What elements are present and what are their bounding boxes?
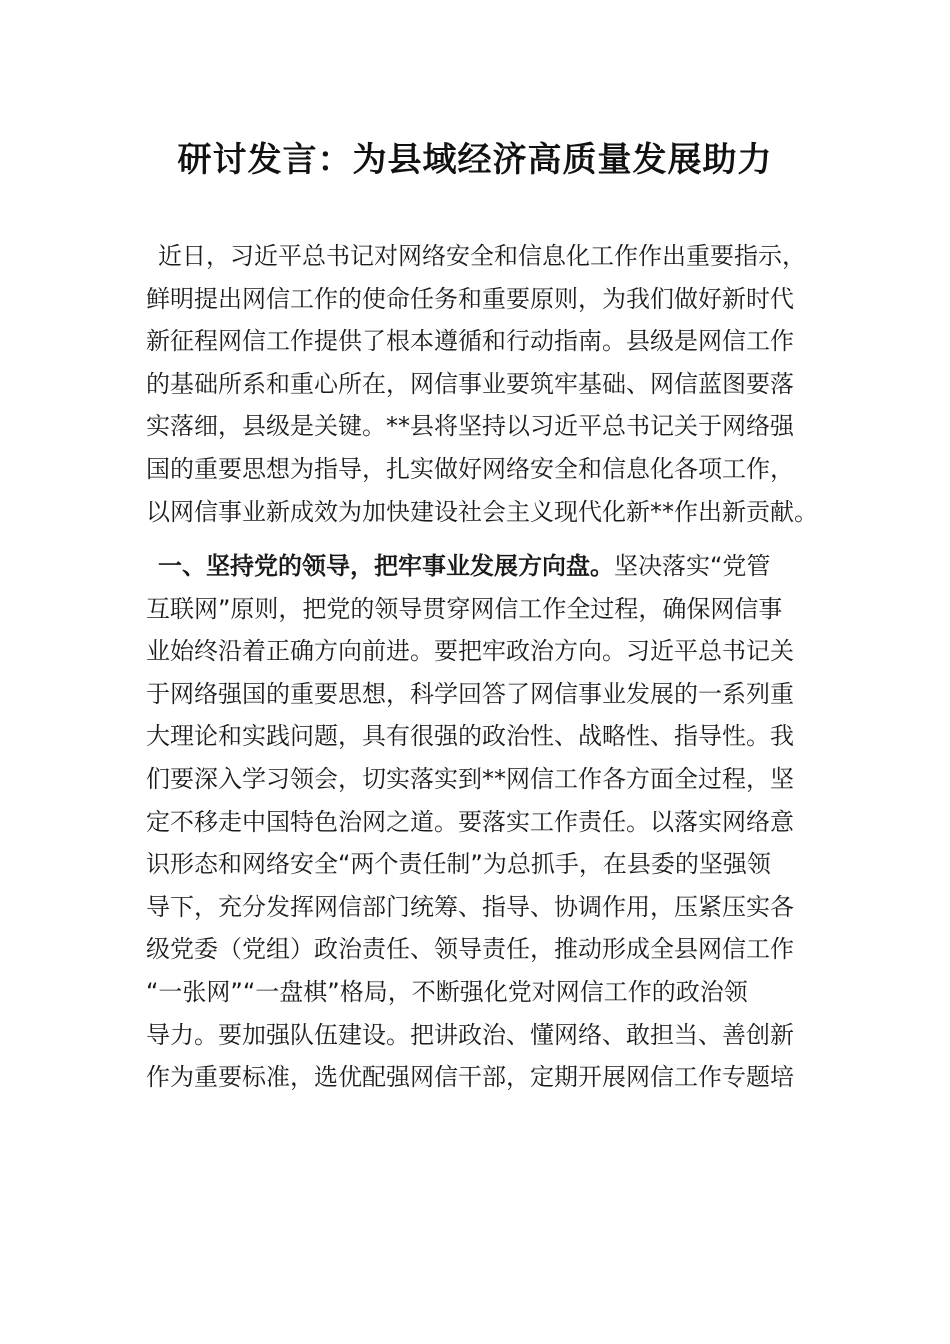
text-line: 定不移走中国特色治网之道。要落实工作责任。以落实网络意 [146,807,794,836]
text-line: 实落细，县级是关键。**县将坚持以习近平总书记关于网络强 [146,412,794,441]
text-line: 的基础所系和重心所在，网信事业要筑牢基础、网信蓝图要落 [146,369,794,398]
text-run: 坚决落实“党管 [614,552,771,580]
text-line: 业始终沿着正确方向前进。要把牢政治方向。习近平总书记关 [146,637,794,666]
text-line: 互联网”原则，把党的领导贯穿网信工作全过程，确保网信事 [146,594,783,623]
text-line-with-heading [146,545,846,588]
text-line: 近日，习近平总书记对网络安全和信息化工作作出重要指示， [158,242,806,270]
document-title: 研讨发言：为县域经济高质量发展助力 [177,140,773,180]
text-line: 导下，充分发挥网信部门统筹、指导、协调作用，压紧压实各 [146,892,794,921]
text-line: 国的重要思想为指导，扎实做好网络安全和信息化各项工作， [146,454,794,483]
text-line: 导力。要加强队伍建设。把讲政治、懂网络、敢担当、善创新 [146,1020,794,1049]
text-line: 于网络强国的重要思想，科学回答了网信事业发展的一系列重 [146,679,794,708]
text-line: “一张网”“一盘棋”格局，不断强化党对网信工作的政治领 [146,977,748,1006]
body-paragraph-intro [146,235,846,533]
text-line: 新征程网信工作提供了根本遵循和行动指南。县级是网信工作 [146,327,794,356]
section-heading: 一、坚持党的领导，把牢事业发展方向盘。 [158,552,614,580]
text-line: 大理论和实践问题，具有很强的政治性、战略性、指导性。我 [146,722,794,751]
text-line: 识形态和网络安全“两个责任制”为总抓手，在县委的坚强领 [146,850,771,879]
text-line: 们要深入学习领会，切实落实到**网信工作各方面全过程，坚 [146,764,794,793]
text-line: 作为重要标准，选优配强网信干部，定期开展网信工作专题培 [146,1063,794,1092]
text-line: 鲜明提出网信工作的使命任务和重要原则，为我们做好新时代 [146,284,794,313]
body-paragraph-section-one [146,545,846,1099]
text-line: 以网信事业新成效为加快建设社会主义现代化新**作出新贡献。 [146,497,818,526]
text-line: 级党委（党组）政治责任、领导责任，推动形成全县网信工作 [146,935,794,964]
